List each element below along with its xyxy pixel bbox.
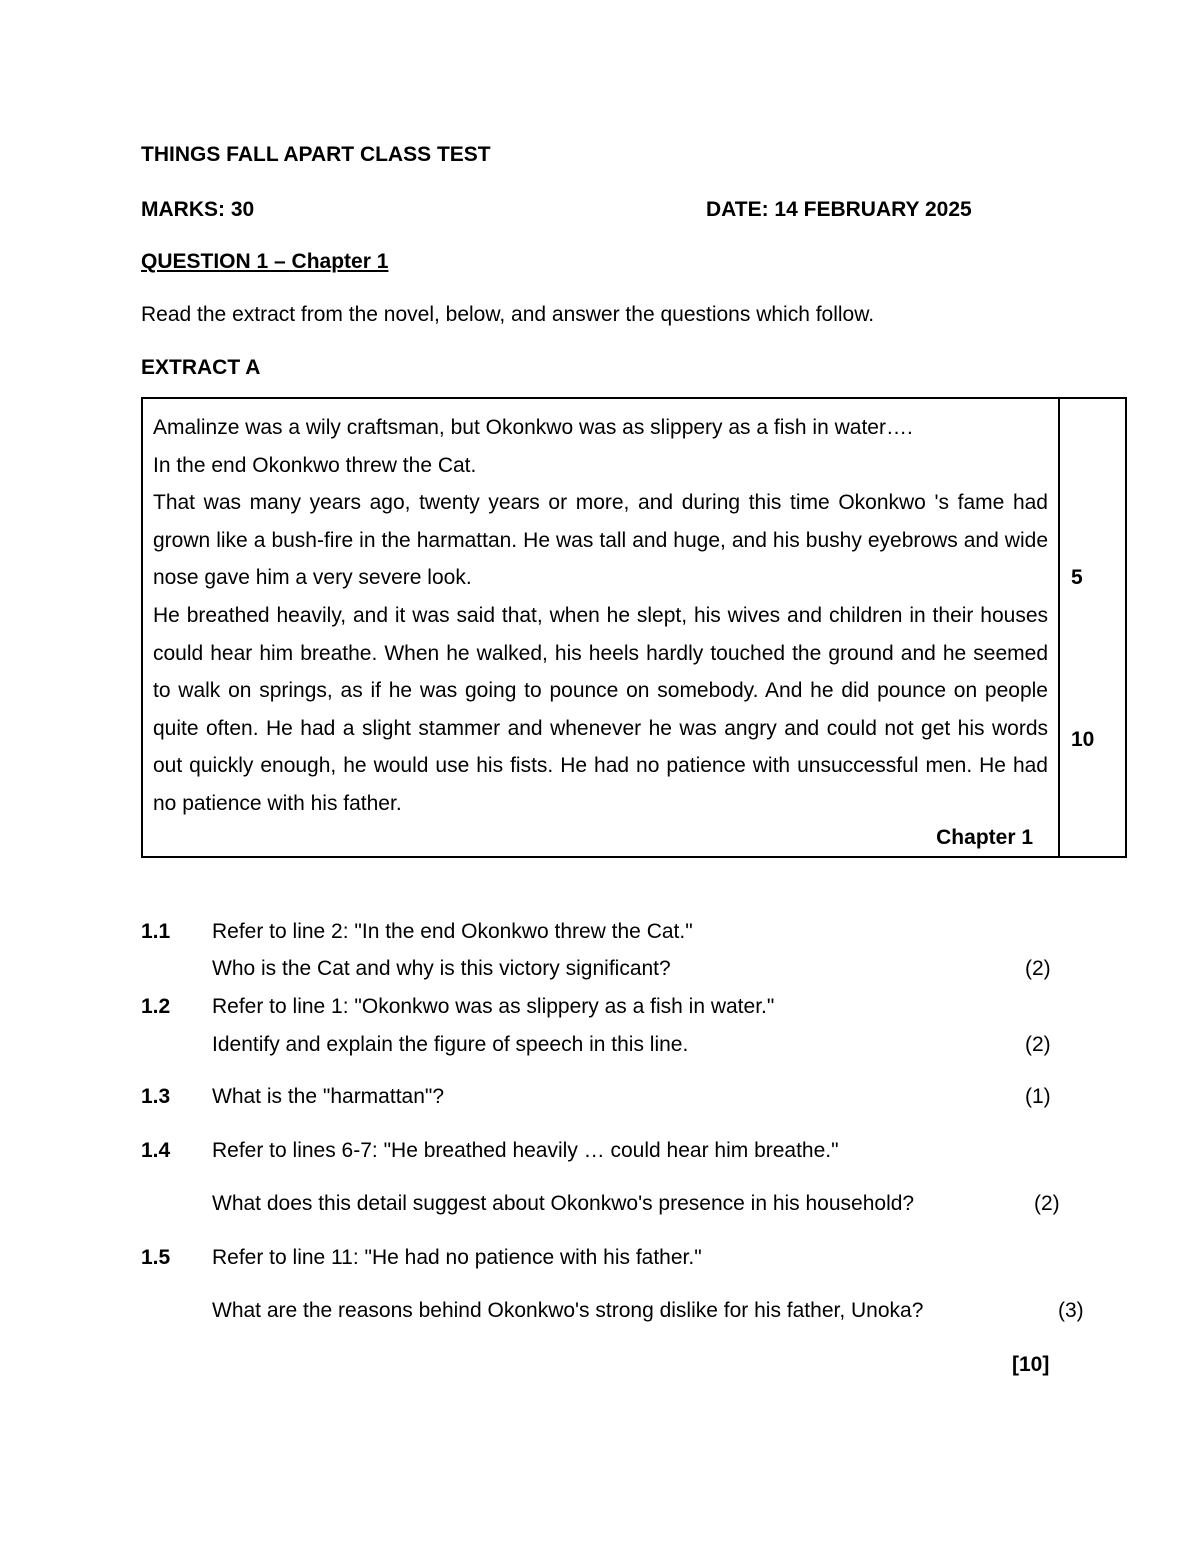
extract-line: Amalinze was a wily craftsman, but Okonkwo was as slippery as a fish in water…. xyxy=(153,416,913,439)
extract-source: Chapter 1 xyxy=(936,826,1033,849)
question-number: 1.1 xyxy=(141,920,171,943)
question-marks: (2) xyxy=(1025,1033,1051,1056)
question-prompt: Who is the Cat and why is this victory significant? xyxy=(212,957,671,980)
extract-paragraph: That was many years ago, twenty years or more, and during this time Okonkwo 's fame had grown like a bush-fire in the harmattan. He was tall and huge, and his bushy eyebrows and wide nose gave him a very severe look. xyxy=(153,491,1048,590)
question-text: Refer to lines 6-7: "He breathed heavily … could hear him breathe." xyxy=(212,1139,839,1162)
question-prompt: Identify and explain the figure of speech in this line. xyxy=(212,1033,689,1056)
question-text: What is the "harmattan"? xyxy=(212,1085,445,1108)
question-text: Refer to line 1: "Okonkwo was as slippery as a fish in water." xyxy=(212,995,775,1018)
extract-label: EXTRACT A xyxy=(141,356,261,379)
question-number: 1.3 xyxy=(141,1085,171,1108)
instruction-text: Read the extract from the novel, below, and answer the questions which follow. xyxy=(141,303,875,326)
extract-divider xyxy=(1058,399,1060,856)
question-number: 1.4 xyxy=(141,1139,171,1162)
question-text: Refer to line 11: "He had no patience with his father." xyxy=(212,1246,702,1269)
line-marker-5: 5 xyxy=(1071,566,1083,589)
question-marks: (3) xyxy=(1058,1299,1084,1322)
question-number: 1.2 xyxy=(141,995,171,1018)
question-heading: QUESTION 1 – Chapter 1 xyxy=(141,250,389,273)
question-prompt: What does this detail suggest about Okonkwo's presence in his household? xyxy=(212,1192,915,1215)
total-marks: [10] xyxy=(1012,1353,1050,1376)
line-marker-10: 10 xyxy=(1071,728,1095,751)
question-marks: (2) xyxy=(1025,957,1051,980)
question-number: 1.5 xyxy=(141,1246,171,1269)
date-label: DATE: 14 FEBRUARY 2025 xyxy=(706,198,972,221)
question-marks: (2) xyxy=(1034,1192,1060,1215)
marks-label: MARKS: 30 xyxy=(141,198,255,221)
question-prompt: What are the reasons behind Okonkwo's strong dislike for his father, Unoka? xyxy=(212,1299,924,1322)
question-marks: (1) xyxy=(1025,1085,1051,1108)
extract-line: In the end Okonkwo threw the Cat. xyxy=(153,453,477,477)
extract-paragraph: He breathed heavily, and it was said that, when he slept, his wives and children in their houses could hear him breathe. When he walked, his heels hardly touched the ground and he seemed to walk on springs, as if he was going to pounce on somebody. And he did pounce on people quite often. He had a slight stammer and whenever he was angry and could not get his words out quickly enough, he would use his fists. He had no patience with unsuccessful men. He had no patience with his father. xyxy=(153,603,1048,815)
extract-box xyxy=(141,397,1127,858)
extract-text xyxy=(153,409,1048,823)
test-title: THINGS FALL APART CLASS TEST xyxy=(141,143,491,166)
question-text: Refer to line 2: "In the end Okonkwo threw the Cat." xyxy=(212,920,693,943)
